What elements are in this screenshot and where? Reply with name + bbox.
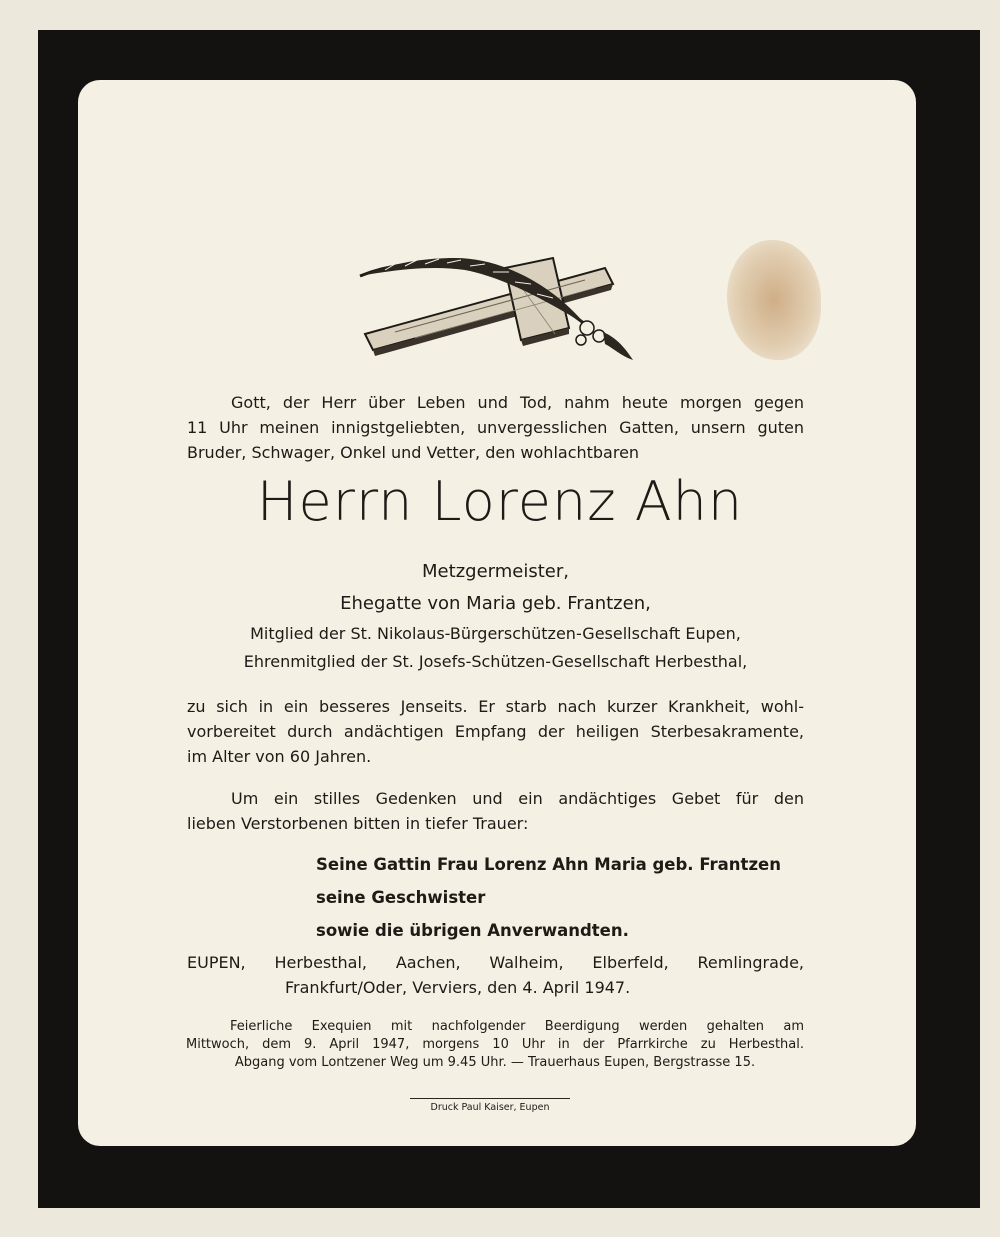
passing-line: vorbereitet durch andächtigen Empfang der heiligen Sterbesakramente, xyxy=(187,722,804,741)
intro-line: Gott, der Herr über Leben und Tod, nahm heute morgen gegen xyxy=(231,393,804,412)
mourner-relatives: sowie die übrigen Anverwandten. xyxy=(316,921,629,940)
title-occupation: Metzgermeister, xyxy=(422,561,569,582)
intro-line: 11 Uhr meinen innigstgeliebten, unvergesslichen Gatten, unsern guten xyxy=(187,418,804,437)
funeral-line: Abgang vom Lontzener Weg um 9.45 Uhr. — Trauerhaus Eupen, Bergstrasse 15. xyxy=(234,1055,756,1070)
title-honorary-membership: Ehrenmitglied der St. Josefs-Schützen-Gesellschaft Herbesthal, xyxy=(243,652,748,671)
request-line: lieben Verstorbenen bitten in tiefer Trauer: xyxy=(187,814,529,833)
funeral-line: Mittwoch, dem 9. April 1947, morgens 10 Uhr in der Pfarrkirche zu Herbesthal. xyxy=(186,1037,804,1052)
intro-paragraph xyxy=(187,390,804,465)
mourners-list xyxy=(316,848,806,947)
title-membership: Mitglied der St. Nikolaus-Bürgerschützen-Gesellschaft Eupen, xyxy=(250,624,741,643)
printer-credit: Druck Paul Kaiser, Eupen xyxy=(410,1098,570,1113)
places-date xyxy=(187,950,804,1000)
passing-paragraph xyxy=(187,694,804,769)
mourner-spouse: Seine Gattin Frau Lorenz Ahn Maria geb. Frantzen xyxy=(316,855,781,874)
deceased-name: Herrn Lorenz Ahn xyxy=(256,470,744,533)
request-line: Um ein stilles Gedenken und ein andächtiges Gebet für den xyxy=(231,789,804,808)
cross-palm-icon xyxy=(355,248,645,366)
funeral-line: Feierliche Exequien mit nachfolgender Beerdigung werden gehalten am xyxy=(230,1019,804,1034)
intro-line: Bruder, Schwager, Onkel und Vetter, den wohlachtbaren xyxy=(187,443,640,462)
mourner-siblings: seine Geschwister xyxy=(316,888,486,907)
places-line: EUPEN, Herbesthal, Aachen, Walheim, Elberfeld, Remlingrade, xyxy=(187,953,804,972)
passing-line: zu sich in ein besseres Jenseits. Er starb nach kurzer Krankheit, wohl- xyxy=(187,697,804,716)
passing-line: im Alter von 60 Jahren. xyxy=(187,747,372,766)
request-paragraph xyxy=(187,786,804,836)
funeral-details xyxy=(186,1018,804,1072)
title-spouse: Ehegatte von Maria geb. Frantzen, xyxy=(340,593,651,614)
date-line: Frankfurt/Oder, Verviers, den 4. April 1947. xyxy=(285,978,631,997)
deceased-titles xyxy=(187,556,804,676)
